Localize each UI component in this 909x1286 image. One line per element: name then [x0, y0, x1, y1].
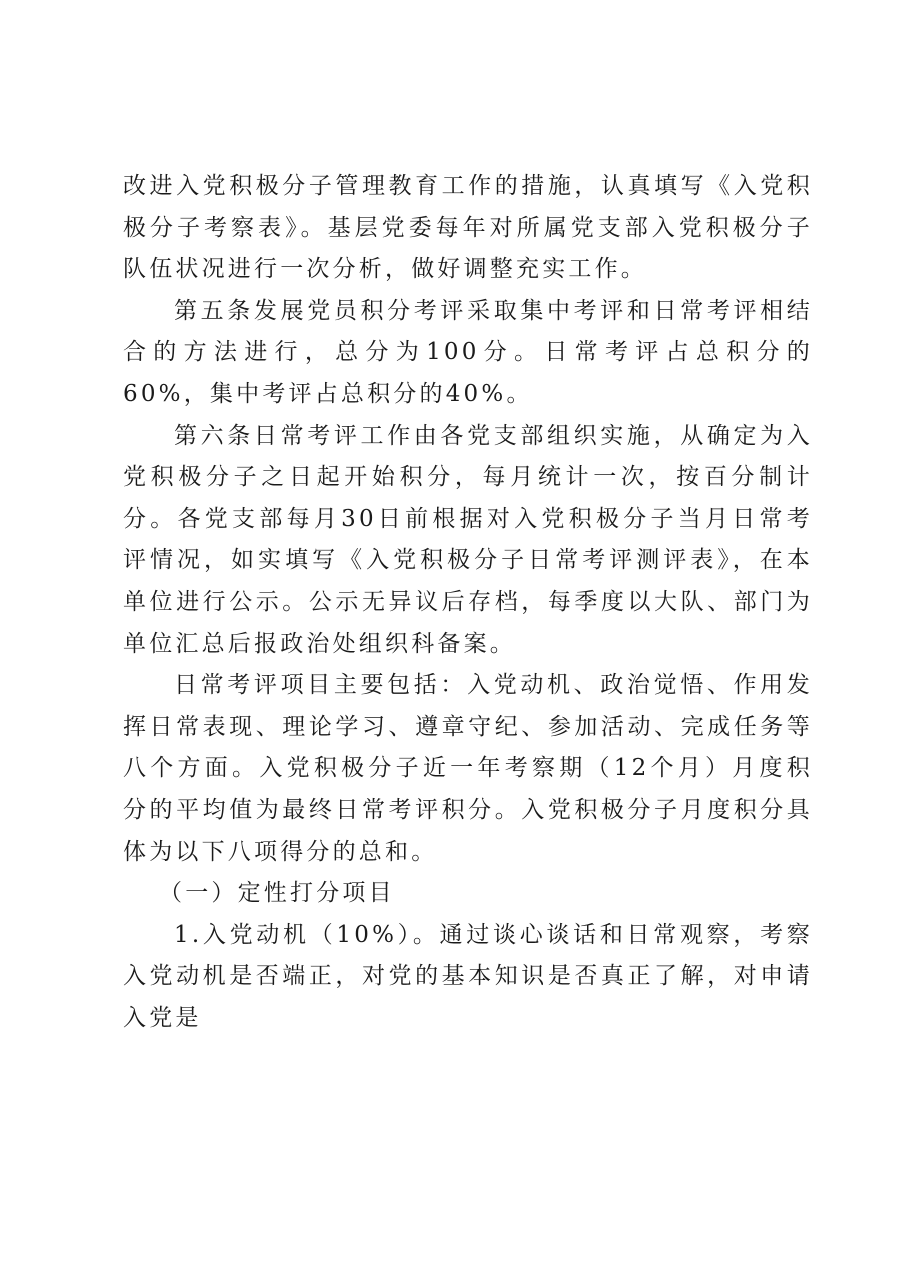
- paragraph-article-5: 第五条发展党员积分考评采取集中考评和日常考评相结合的方法进行，总分为100分。日常考评占总积分的60%，集中考评占总积分的40%。: [123, 297, 813, 407]
- paragraph-daily-evaluation-items: 日常考评项目主要包括：入党动机、政治觉悟、作用发挥日常表现、理论学习、遵章守纪、参加活动、完成任务等八个方面。入党积极分子近一年考察期（12个月）月度积分的平均值为最终日常考评积分。入党积极分子月度积分具体为以下八项得分的总和。: [123, 672, 813, 865]
- section-heading-qualitative: （一）定性打分项目: [159, 880, 395, 907]
- paragraph-continuation: 改进入党积极分子管理教育工作的措施，认真填写《入党积极分子考察表》。基层党委每年对所属党支部入党积极分子队伍状况进行一次分析，做好调整充实工作。: [123, 173, 813, 283]
- document-body: [123, 166, 813, 1039]
- paragraph-article-6: 第六条日常考评工作由各党支部组织实施，从确定为入党积极分子之日起开始积分，每月统计一次，按百分制计分。各党支部每月30日前根据对入党积极分子当月日常考评情况，如实填写《入党积极分子日常考评测评表》，在本单位进行公示。公示无异议后存档，每季度以大队、部门为单位汇总后报政治处组织科备案。: [123, 422, 813, 657]
- paragraph-item-1-motivation: 1.入党动机（10%）。通过谈心谈话和日常观察，考察入党动机是否端正，对党的基本知识是否真正了解，对申请入党是: [123, 921, 813, 1031]
